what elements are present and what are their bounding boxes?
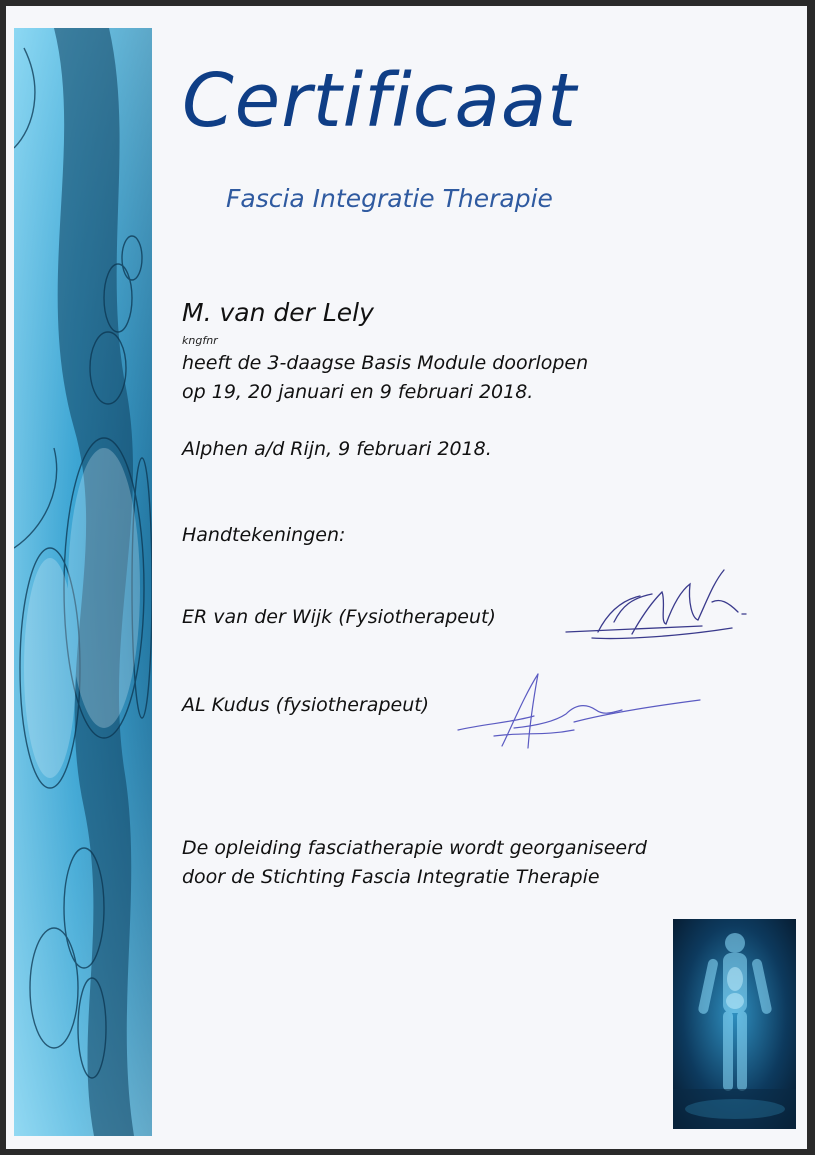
signatory-2-label: AL Kudus (fysiotherapeut) [182,694,430,716]
certificate-subtitle: Fascia Integratie Therapie [226,184,553,213]
signatures-heading: Handtekeningen: [182,524,346,546]
recipient-name: M. van der Lely [182,298,374,327]
fascia-tissue-image [14,28,152,1136]
membership-note: kngfnr [182,334,218,347]
signature-1-image [562,562,762,652]
certificate-title: Certificaat [182,58,578,144]
completion-line-2: op 19, 20 januari en 9 februari 2018. [182,381,534,403]
certificate-page [6,6,807,1149]
footer-line-1: De opleiding fasciatherapie wordt georganiseerd [182,837,647,859]
footer-line-2: door de Stichting Fascia Integratie Therapie [182,866,600,888]
completion-line-1: heeft de 3-daagse Basis Module doorlopen [182,352,589,374]
signatory-1-label: ER van der Wijk (Fysiotherapeut) [182,606,496,628]
signature-2-image [454,666,704,756]
place-date: Alphen a/d Rijn, 9 februari 2018. [182,438,492,460]
human-anatomy-figure-image [673,919,796,1129]
